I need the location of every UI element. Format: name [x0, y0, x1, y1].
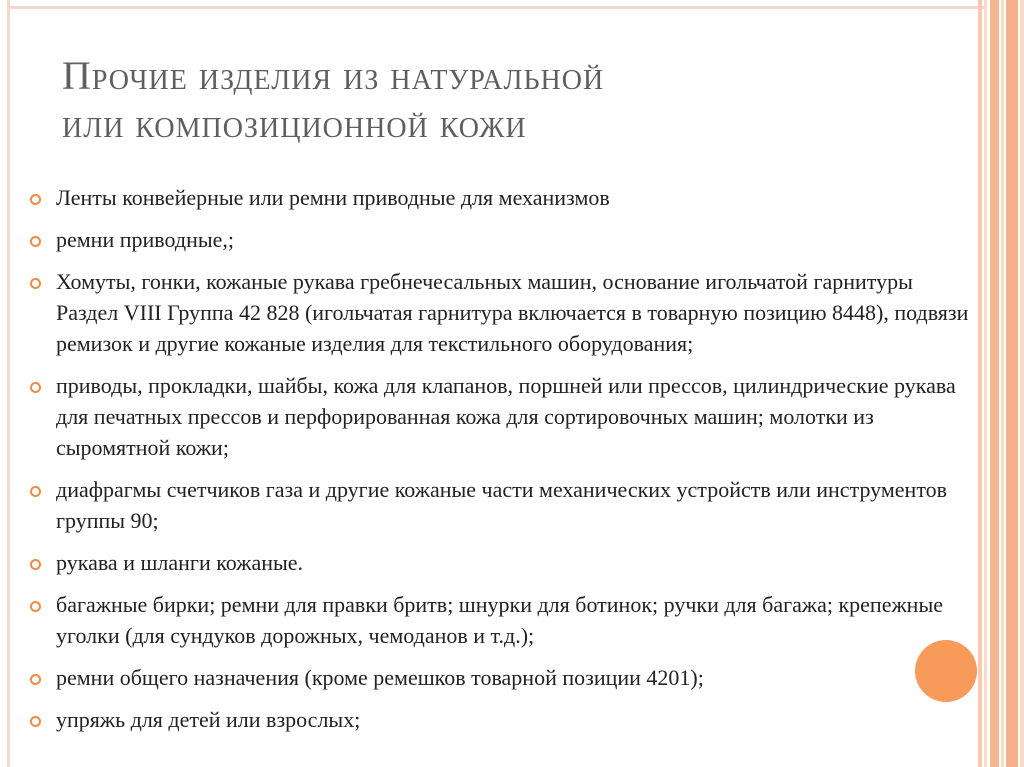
- list-item: [30, 370, 980, 463]
- right-stripe: [1006, 0, 1018, 767]
- bullet-circle-icon: [30, 716, 41, 727]
- list-item-text: приводы, прокладки, шайбы, кожа для клапанов, поршней или прессов, цилиндрические рукава для печатных прессов и перфорированная кожа для сортировочных машин; молотки из сыромятной кожи;: [56, 373, 956, 460]
- decorative-circle: [915, 640, 977, 702]
- list-item: [30, 182, 980, 213]
- slide-title-line1: Прочие изделия из натуральной: [62, 53, 605, 98]
- list-item-text: багажные бирки; ремни для правки бритв; шнурки для ботинок; ручки для багажа; крепежные уголки (для сундуков дорожных, чемоданов и т.д.);: [56, 592, 943, 648]
- bullet-list: [30, 182, 980, 746]
- list-item: [30, 704, 980, 735]
- list-item: [30, 224, 980, 255]
- bullet-circle-icon: [30, 559, 41, 570]
- slide-title-line2: или композиционной кожи: [62, 101, 527, 146]
- bullet-circle-icon: [30, 236, 41, 247]
- right-stripe: [984, 0, 987, 767]
- bullet-circle-icon: [30, 278, 41, 289]
- list-item-text: Хомуты, гонки, кожаные рукава гребнечесальных машин, основание игольчатой гарнитуры Раздел VIII Группа 42 828 (игольчатая гарнитура включается в товарную позицию 8448), подвязи ремизок и другие кожаные изделия для текстильного оборудования;: [56, 269, 969, 356]
- bullet-circle-icon: [30, 382, 41, 393]
- bullet-circle-icon: [30, 601, 41, 612]
- bullet-circle-icon: [30, 674, 41, 685]
- list-item-text: Ленты конвейерные или ремни приводные для механизмов: [56, 185, 610, 210]
- right-stripe: [1020, 0, 1024, 767]
- right-stripe: [1001, 0, 1004, 767]
- list-item: [30, 474, 980, 536]
- list-item-text: диафрагмы счетчиков газа и другие кожаные части механических устройств или инструментов группы 90;: [56, 477, 948, 533]
- right-stripe: [990, 0, 999, 767]
- list-item: [30, 662, 980, 693]
- list-item: [30, 589, 980, 651]
- frame-left-line: [7, 0, 10, 767]
- frame-top-line: [7, 6, 987, 9]
- bullet-circle-icon: [30, 486, 41, 497]
- list-item-text: ремни приводные,;: [56, 227, 235, 252]
- list-item-text: ремни общего назначения (кроме ремешков товарной позиции 4201);: [56, 665, 704, 690]
- list-item: [30, 266, 980, 359]
- list-item-text: рукава и шланги кожаные.: [56, 550, 304, 575]
- list-item-text: упряжь для детей или взрослых;: [56, 707, 361, 732]
- bullet-circle-icon: [30, 194, 41, 205]
- list-item: [30, 547, 980, 578]
- slide-title: [62, 52, 942, 148]
